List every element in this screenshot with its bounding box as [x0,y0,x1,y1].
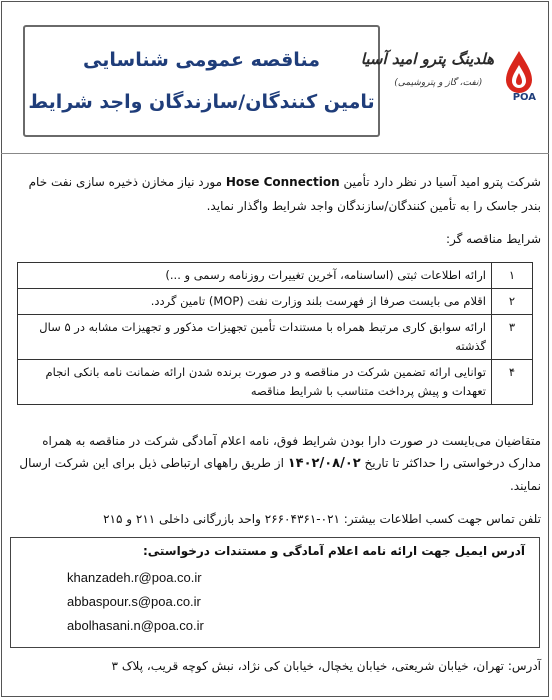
postal-address: آدرس: تهران، خیابان شریعتی، خیابان یخچال، خیابان کی نژاد، نبش کوچه قریب، پلاک ۳ [111,659,541,673]
intro-paragraph [11,170,541,218]
email-box [10,537,540,648]
table-row [18,315,533,360]
row-text: توانایی ارائه تضمین شرکت در مناقصه و در صورت برنده شدن ارائه ضمانت نامه بانکی انجام تعهدات و پیش پرداخت متناسب با شرایط مناقصه [18,360,492,405]
logo-text: هلدینگ پترو امید آسیا [360,50,494,68]
table-row [18,289,533,315]
row-text: اقلام می بایست صرفا از فهرست بلند وزارت نفت (MOP) تامین گردد. [18,289,492,315]
title-line-2: تامین کنندگان/سازندگان واجد شرایط [28,91,375,113]
row-text: ارائه اطلاعات ثبتی (اساسنامه، آخرین تغییرات روزنامه رسمی و ...) [18,263,492,289]
contact-phone: تلفن تماس جهت کسب اطلاعات بیشتر: ۰۲۱-۲۶۶۰۴۳۶۱ واحد بازرگانی داخلی ۲۱۱ و ۲۱۵ [103,512,541,526]
row-number: ۲ [492,289,533,315]
row-number: ۴ [492,360,533,405]
conditions-table [17,262,533,405]
title-box [23,25,380,137]
deadline-date: ۱۴۰۲/۰۸/۰۲ [287,456,361,471]
table-row [18,263,533,289]
title-line-1: مناقصه عمومی شناسایی [83,49,320,71]
logo-abbreviation: POA [512,92,536,103]
submission-note [11,430,541,497]
note-text-before: متقاضیان می‌بایست در صورت دارا بودن شرایط فوق، نامه اعلام آمادگی شرکت در مناقصه به همراه مدارک درخواستی را حداکثر تا تاریخ [42,434,541,470]
logo-subtext: (نفت، گاز و پتروشیمی) [394,78,482,88]
row-number: ۱ [492,263,533,289]
company-logo [360,40,542,110]
row-text: ارائه سوابق کاری مرتبط همراه با مستندات تأمین تجهیزات مذکور و تجهیزات مشابه در ۵ سال گذشته [18,315,492,360]
email-box-title: آدرس ایمیل جهت ارائه نامه اعلام آمادگی و مستندات درخواستی: [142,544,525,558]
intro-text-after: مورد نیاز مخازن ذخیره سازی نفت خام بندر جاسک را به تأمین کنندگان/سازندگان واجد شرایط واگذار نماید. [28,175,541,213]
email-link[interactable]: abbaspour.s@poa.co.ir [67,594,201,609]
row-number: ۳ [492,315,533,360]
product-name: Hose Connection [225,175,340,189]
note-text-after: از طریق راههای ارتباطی ذیل برای این شرکت ارسال نمایند. [19,456,541,493]
email-link[interactable]: abolhasani.n@poa.co.ir [67,618,204,633]
table-row [18,360,533,405]
intro-text-before: شرکت پترو امید آسیا در نظر دارد تأمین [343,175,541,189]
email-link[interactable]: khanzadeh.r@poa.co.ir [67,570,202,585]
header-divider [1,153,549,154]
conditions-label: شرایط مناقصه گر: [445,232,541,246]
